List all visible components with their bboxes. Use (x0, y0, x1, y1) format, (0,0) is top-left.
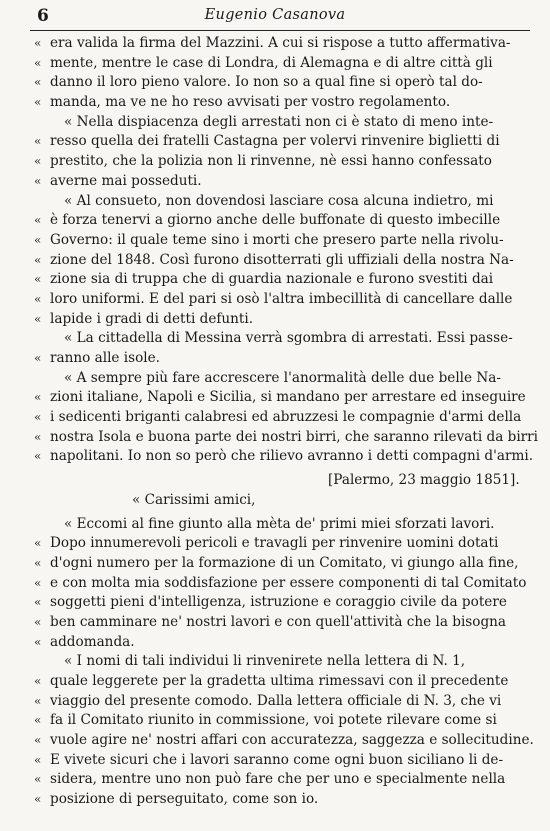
quote-mark: « (34, 614, 42, 629)
quote-mark: « (34, 772, 42, 787)
page-number: 6 (37, 6, 49, 26)
line-text: averne mai posseduti. (50, 172, 202, 189)
quote-mark: « (34, 595, 42, 610)
quote-mark: « (34, 36, 42, 50)
line-text: i sedicenti briganti calabresi ed abruzzesi le compagnie d'armi della (50, 409, 522, 426)
quote-mark: « (34, 449, 42, 464)
line-text: zione sia di truppa che di guardia nazionale e furono svestiti dai (50, 271, 494, 288)
quote-mark: « (34, 634, 42, 649)
line-text: prestito, che la polizia non li rinvenne, nè essi hanno confessato (50, 153, 492, 170)
line-text: è forza tenervi a giorno anche delle buffonate di questo imbecille (50, 212, 501, 229)
line-text: ben camminare ne' nostri lavori e con quell'attività che la bisogna (50, 613, 507, 630)
quote-mark: « (34, 674, 42, 688)
line-text: lapide i gradi di detti defunti. (50, 310, 254, 327)
quote-mark: « (34, 555, 42, 570)
text-line (0, 593, 550, 613)
page-header (0, 6, 550, 28)
line-text: « La cittadella di Messina verrà sgombra di arrestati. Essi passe- (64, 330, 513, 347)
line-text: « A sempre più fare accrescere l'anormalità delle due belle Na- (64, 369, 501, 386)
line-text: nostra Isola e buona parte dei nostri birri, che saranno rilevati da birri (50, 428, 539, 445)
text-line (0, 93, 550, 113)
quote-mark: « (34, 291, 42, 306)
text-line (0, 211, 550, 231)
quote-mark: « (34, 351, 42, 365)
line-text: napolitani. Io non so però che rilievo avranno i detti compagni d'armi. (50, 448, 534, 465)
line-text: danno il loro pieno valore. Io non so a qual fine si operò tal do- (50, 74, 483, 91)
line-text: « Eccomi al fine giunto alla mèta de' primi miei sforzati lavori. (64, 515, 495, 532)
text-line (0, 270, 550, 290)
letter-date: [Palermo, 23 maggio 1851]. (328, 472, 520, 489)
quote-mark: « (34, 154, 42, 169)
text-line (0, 515, 550, 535)
text-line (0, 349, 550, 369)
text-line (0, 73, 550, 93)
line-text: quale leggerete per la gradetta ultima rimessavi con il precedente (50, 673, 509, 689)
line-text: e con molta mia soddisfazione per essere componenti di tal Comitato (50, 574, 527, 591)
text-line (0, 652, 550, 672)
quote-mark: « (34, 752, 42, 767)
text-line (0, 672, 550, 692)
line-text: ranno alle isole. (50, 350, 161, 366)
text-line (0, 770, 550, 790)
quote-mark: « (34, 733, 42, 748)
line-text: manda, ma ve ne ho reso avvisati per vostro regolamento. (50, 94, 451, 111)
text-line (0, 310, 550, 330)
text-line (0, 231, 550, 251)
text-line (0, 692, 550, 712)
quote-mark: « (34, 410, 42, 425)
text-line (0, 192, 550, 212)
text-line (0, 152, 550, 172)
line-text: mente, mentre le case di Londra, di Alemagna e di altre città gli (50, 54, 493, 71)
quote-mark: « (34, 536, 42, 551)
text-line (0, 34, 550, 54)
line-text: posizione di perseguitato, come son io. (50, 791, 319, 808)
text-line (0, 613, 550, 633)
line-text: era valida la firma del Mazzini. A cui si rispose a tutto affermativa- (50, 35, 511, 51)
quote-mark: « (34, 429, 42, 444)
text-line (0, 471, 550, 491)
header-rule (30, 30, 530, 31)
line-text: « I nomi di tali individui li rinvenirete nella lettera di N. 1, (64, 653, 466, 670)
quote-mark: « (34, 232, 42, 247)
running-head: Eugenio Casanova (204, 7, 346, 23)
quote-mark: « (34, 213, 42, 228)
line-text: viaggio del presente comodo. Dalla lettera officiale di N. 3, che vi (50, 692, 502, 709)
text-line (0, 251, 550, 271)
text-line (0, 329, 550, 349)
quote-mark: « (34, 792, 42, 807)
quote-mark: « (34, 134, 42, 149)
quote-mark: « (34, 693, 42, 708)
line-text: addomanda. (50, 633, 135, 650)
quote-mark: « (34, 173, 42, 188)
line-text: fa il Comitato riunito in commissione, voi potete rilevare come si (50, 712, 497, 729)
text-line (0, 574, 550, 594)
text-line (0, 790, 550, 810)
text-line (0, 388, 550, 408)
quote-mark: « (34, 75, 42, 90)
text-line (0, 408, 550, 428)
text-line (0, 428, 550, 448)
quote-mark: « (34, 95, 42, 110)
line-text: Governo: il quale teme sino i morti che presero parte nella rivolu- (50, 231, 504, 248)
line-text: zione del 1848. Così furono disotterrati gli uffiziali della nostra Na- (50, 251, 514, 268)
line-text: d'ogni numero per la formazione di un Comitato, vi giungo alla fine, (50, 554, 519, 571)
line-text: Dopo innumerevoli pericoli e travagli per rinvenire uomini dotati (50, 535, 499, 552)
text-line (0, 290, 550, 310)
text-line (0, 369, 550, 389)
quote-mark: « (34, 252, 42, 267)
text-line (0, 172, 550, 192)
text-line (0, 554, 550, 574)
text-line (0, 54, 550, 74)
line-text: zioni italiane, Napoli e Sicilia, si mandano per arrestare ed inseguire (50, 389, 526, 406)
line-text: « Al consueto, non dovendosi lasciare cosa alcuna indietro, mi (64, 192, 494, 209)
line-text: sidera, mentre uno non può fare che per uno e specialmente nella (50, 771, 506, 788)
text-line (0, 132, 550, 152)
text-line (0, 711, 550, 731)
text-line (0, 447, 550, 467)
letter-salutation: « Carissimi amici, (132, 491, 256, 508)
document-body (0, 34, 550, 810)
quote-mark: « (34, 713, 42, 728)
line-text: « Nella dispiacenza degli arrestati non ci è stato di meno inte- (64, 113, 494, 130)
quote-mark: « (34, 575, 42, 590)
line-text: E vivete sicuri che i lavori saranno come ogni buon siciliano li de- (50, 751, 504, 768)
quote-mark: « (34, 311, 42, 326)
text-line (0, 731, 550, 751)
quote-mark: « (34, 272, 42, 287)
quote-mark: « (34, 390, 42, 405)
line-text: resso quella dei fratelli Castagna per volervi rinvenire biglietti di (50, 133, 500, 150)
text-line (0, 113, 550, 133)
line-text: vuole agire ne' nostri affari con accuratezza, saggezza e sollecitudine. (50, 732, 534, 749)
text-line (0, 534, 550, 554)
quote-mark: « (34, 55, 42, 70)
text-line (0, 633, 550, 653)
line-text: loro uniformi. E del pari si osò l'altra imbecillità di cancellare dalle (50, 290, 513, 307)
text-line (0, 751, 550, 771)
line-text: soggetti pieni d'intelligenza, istruzione e coraggio civile da potere (50, 594, 507, 611)
text-line (0, 491, 550, 511)
